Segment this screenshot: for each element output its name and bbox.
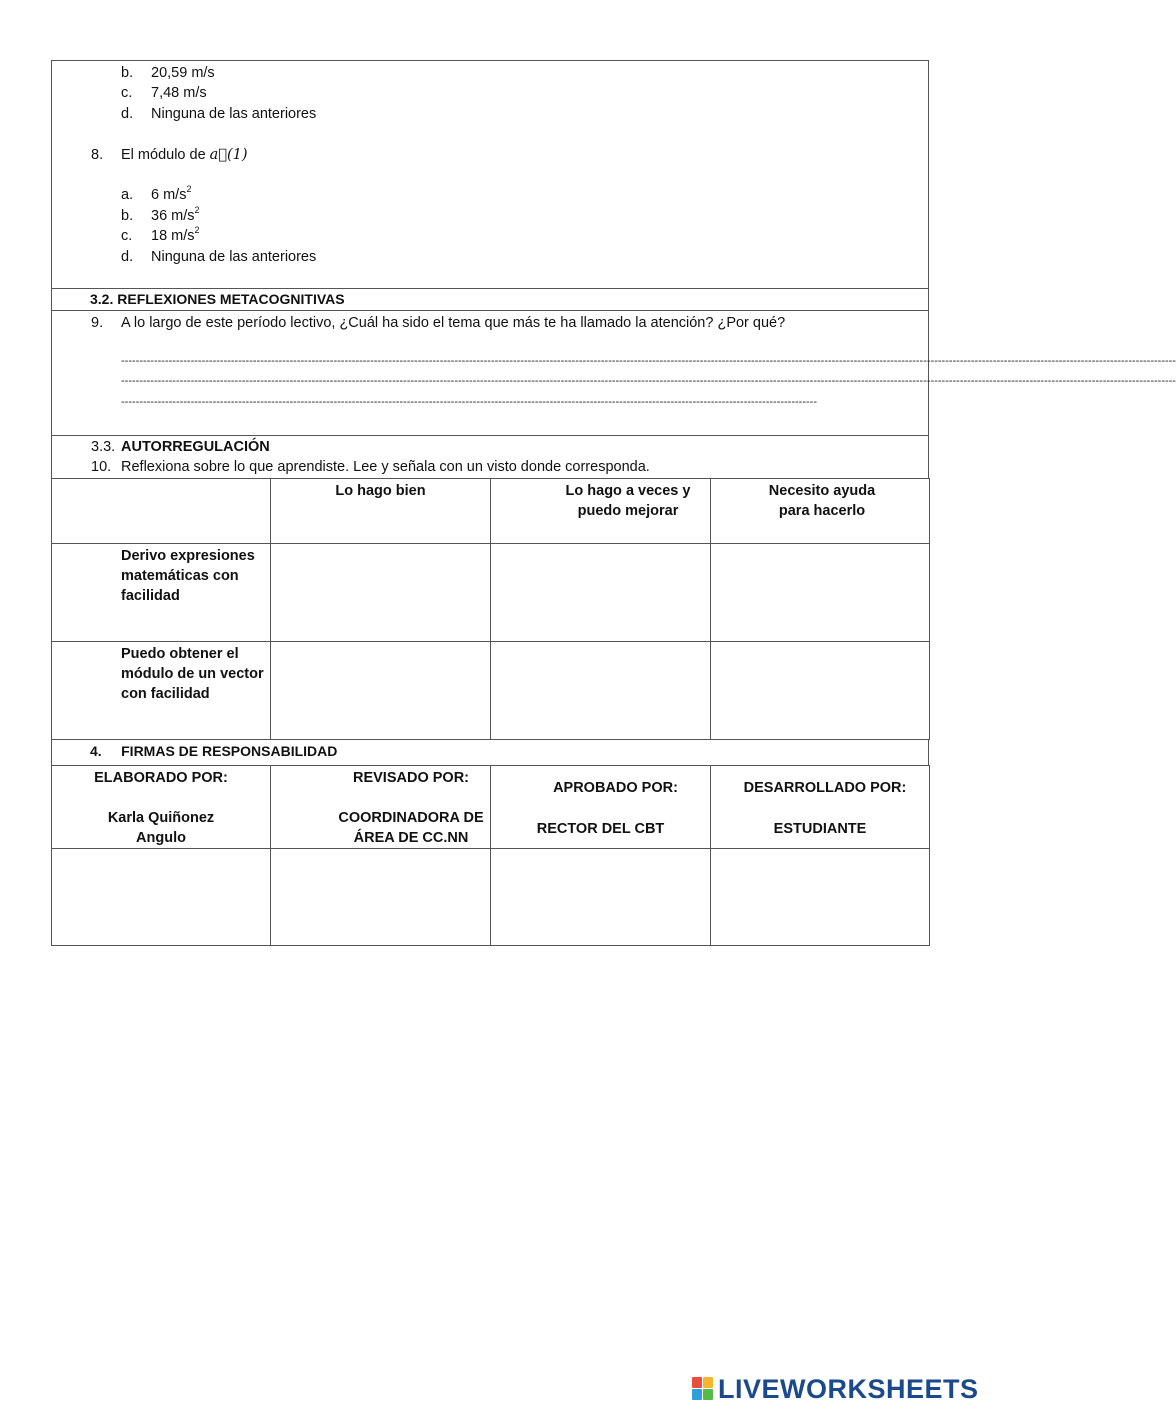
option-letter: c. xyxy=(121,228,133,244)
row-label-modulo xyxy=(52,642,271,740)
signature-box[interactable] xyxy=(711,849,930,946)
q8-prompt xyxy=(91,145,248,165)
liveworksheets-logo xyxy=(692,1373,979,1405)
self-regulation-table xyxy=(51,478,930,740)
row-label-text: Puedo obtener el módulo de un vector con facilidad xyxy=(121,646,264,702)
check-cell[interactable] xyxy=(271,642,491,740)
q7-option-b xyxy=(121,63,215,83)
signature-row xyxy=(52,849,930,946)
q8-option-d xyxy=(121,247,316,267)
check-cell[interactable] xyxy=(491,642,711,740)
header-necesito-ayuda xyxy=(711,479,930,544)
signatures-table xyxy=(51,765,930,946)
logo-square-icon xyxy=(703,1377,713,1388)
option-text: 20,59 m/s xyxy=(151,65,215,81)
questions-block xyxy=(51,60,929,288)
signature-role: DESARROLLADO POR: xyxy=(743,780,907,796)
question-9-block xyxy=(51,310,1176,435)
signature-box[interactable] xyxy=(491,849,711,946)
section-title: 3.2. REFLEXIONES METACOGNITIVAS xyxy=(90,291,345,307)
table-header-row xyxy=(52,479,930,544)
signature-name: Karla Quiñonez Angulo xyxy=(107,810,215,846)
section-4-header xyxy=(51,740,929,765)
section-title: AUTORREGULACIÓN xyxy=(121,439,270,455)
logo-square-icon xyxy=(692,1377,702,1388)
signature-revisado xyxy=(271,766,491,849)
check-cell[interactable] xyxy=(711,544,930,642)
signature-desarrollado xyxy=(711,766,930,849)
signature-aprobado xyxy=(491,766,711,849)
header-lo-hago-bien xyxy=(271,479,491,544)
exponent: 2 xyxy=(194,225,200,235)
question-text: Reflexiona sobre lo que aprendiste. Lee y señala con un visto donde corresponda. xyxy=(121,459,650,475)
option-text: 6 m/s xyxy=(151,187,187,203)
option-text: 7,48 m/s xyxy=(151,85,207,101)
worksheet xyxy=(51,60,1176,946)
signature-name: RECTOR DEL CBT xyxy=(536,821,665,837)
vector-expression: a⃗(1) xyxy=(209,147,248,163)
logo-text: LIVEWORKSHEETS xyxy=(718,1373,979,1404)
logo-square-icon xyxy=(692,1389,702,1400)
logo-square-icon xyxy=(703,1389,713,1400)
logo-grid-icon xyxy=(692,1377,714,1401)
option-letter: b. xyxy=(121,208,134,224)
signature-header-row xyxy=(52,766,930,849)
question-number: 9. xyxy=(91,315,104,331)
signature-name: ESTUDIANTE xyxy=(773,821,867,837)
check-cell[interactable] xyxy=(491,544,711,642)
check-cell[interactable] xyxy=(711,642,930,740)
q8-option-c xyxy=(121,226,200,246)
option-text: Ninguna de las anteriores xyxy=(151,249,317,265)
exponent: 2 xyxy=(194,205,200,215)
question-number: 8. xyxy=(91,147,104,163)
option-letter: b. xyxy=(121,65,134,81)
table-row xyxy=(52,642,930,740)
q7-option-d xyxy=(121,104,316,124)
exponent: 2 xyxy=(186,184,192,194)
signature-box[interactable] xyxy=(52,849,271,946)
signature-elaborado xyxy=(52,766,271,849)
signature-role: ELABORADO POR: xyxy=(94,770,228,786)
q8-option-a xyxy=(121,185,191,205)
answer-line-2[interactable]: ------------------------------------------------------------------------------------------------------------------------------------------------------------------------------------------------------------------------------------------------------------------------------------------------ xyxy=(121,375,1176,387)
option-letter: a. xyxy=(121,187,134,203)
header-text: Necesito ayuda para hacerlo xyxy=(768,483,876,519)
row-label-derivo xyxy=(52,544,271,642)
option-letter: d. xyxy=(121,249,134,265)
table-row xyxy=(52,544,930,642)
answer-line-3[interactable]: ---------------------------------------------------------------------------------------------------------------------------------------------------------------------------------------------- xyxy=(121,396,817,408)
check-cell[interactable] xyxy=(271,544,491,642)
q8-option-b xyxy=(121,206,200,226)
question-text: El módulo de xyxy=(121,147,206,163)
header-lo-hago-a-veces xyxy=(491,479,711,544)
option-letter: d. xyxy=(121,106,134,122)
q7-option-c xyxy=(121,83,207,103)
option-text: 36 m/s xyxy=(151,208,195,224)
signature-name: COORDINADORA DE ÁREA DE CC.NN xyxy=(338,810,484,846)
section-title: 4. FIRMAS DE RESPONSABILIDAD xyxy=(90,743,338,759)
q10-prompt xyxy=(91,457,650,477)
section-3-2-header xyxy=(51,288,929,310)
header-text: Lo hago a veces y puedo mejorar xyxy=(565,483,691,519)
section-number: 3.3. xyxy=(91,439,116,455)
signature-box[interactable] xyxy=(271,849,491,946)
question-number: 10. xyxy=(91,459,112,475)
q9-prompt xyxy=(91,313,785,333)
header-empty-cell xyxy=(52,479,271,544)
option-text: 18 m/s xyxy=(151,228,195,244)
header-text: Lo hago bien xyxy=(335,483,426,499)
signature-role: APROBADO POR: xyxy=(553,780,678,796)
option-text: Ninguna de las anteriores xyxy=(151,106,317,122)
row-label-text: Derivo expresiones matemáticas con facilidad xyxy=(121,548,255,604)
section-3-3-block xyxy=(51,435,929,478)
signature-role: REVISADO POR: xyxy=(352,770,469,786)
question-text: A lo largo de este período lectivo, ¿Cuál ha sido el tema que más te ha llamado la atención? ¿Por qué? xyxy=(121,315,786,331)
section-3-3-title xyxy=(91,437,270,457)
option-letter: c. xyxy=(121,85,133,101)
answer-line-1[interactable]: ------------------------------------------------------------------------------------------------------------------------------------------------------------------------------------------------------------------------------------------------------------------------------------------------ xyxy=(121,355,1176,367)
